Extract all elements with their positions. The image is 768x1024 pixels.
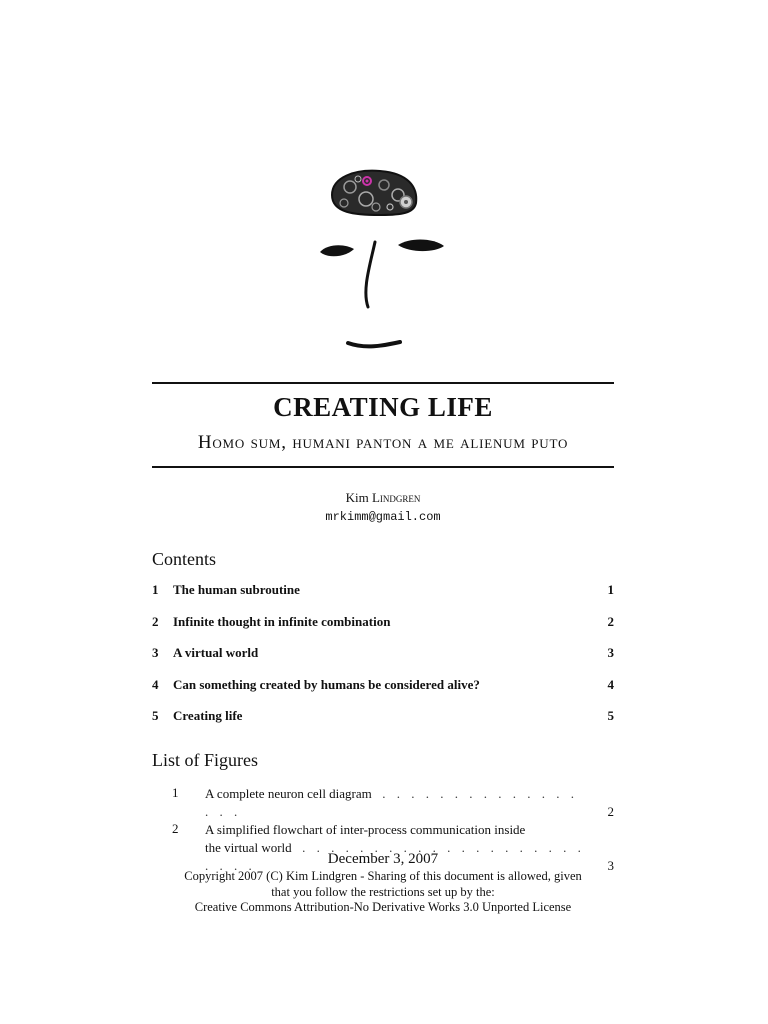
toc-entry-title: A virtual world (173, 645, 259, 660)
leader-dots: . . . . . . . . . . . . . . . . . (205, 786, 579, 819)
toc-entry-page: 2 (607, 613, 614, 629)
toc-entry[interactable] (152, 708, 614, 740)
figure-entry-title: A complete neuron cell diagram (205, 786, 372, 801)
mouth (348, 342, 400, 346)
figure-entry-number: 1 (172, 785, 179, 800)
document-date: December 3, 2007 (327, 851, 439, 867)
copyright-line: Copyright 2007 (C) Kim Lindgren - Sharing of this document is allowed, given (184, 869, 582, 883)
figure-entry[interactable] (152, 785, 614, 821)
face-with-brain-gears-icon (310, 165, 460, 360)
toc-entry-title: Creating life (173, 708, 243, 723)
toc-entry[interactable] (152, 677, 614, 709)
toc-entry-title: Infinite thought in infinite combination (173, 613, 391, 629)
toc-entry-page: 5 (607, 708, 614, 723)
left-eye (320, 245, 354, 256)
author-email: mrkimm@gmail.com (325, 510, 441, 524)
table-of-contents (152, 582, 614, 740)
author-name (152, 490, 614, 506)
contents-heading: Contents (152, 549, 217, 569)
figure-entry-title-line2: the virtual world (205, 840, 292, 855)
copyright-notice (130, 869, 636, 916)
toc-entry-page: 4 (607, 676, 614, 692)
toc-entry-number: 3 (152, 645, 159, 660)
toc-entry-page: 1 (607, 582, 614, 597)
toc-entry-number: 4 (152, 676, 159, 692)
leader-dots: . . . . . . . . . . . . . . . . . . . . . . . . (205, 840, 585, 873)
toc-entry[interactable] (152, 645, 614, 677)
title-top-rule (152, 382, 614, 384)
toc-entry-number: 5 (152, 708, 159, 723)
figure-entry-page: 2 (607, 804, 614, 819)
toc-entry[interactable] (152, 614, 614, 646)
document-subtitle: Homo sum, humani panton a me alienum puto (197, 432, 569, 453)
toc-entry-page: 3 (607, 645, 614, 660)
toc-entry[interactable] (152, 582, 614, 614)
toc-entry-title: Can something created by humans be considered alive? (173, 676, 480, 692)
figure-entry-number: 2 (172, 821, 179, 836)
toc-entry-title: The human subroutine (173, 582, 300, 597)
nose (366, 242, 375, 307)
toc-entry-number: 1 (152, 582, 159, 597)
author-first-name: Kim (345, 490, 369, 505)
copyright-line: that you follow the restrictions set up by the: (271, 884, 495, 899)
figure-entry-page: 3 (607, 858, 614, 873)
document-title: CREATING LIFE (273, 392, 493, 422)
toc-entry-number: 2 (152, 613, 159, 629)
figure-entry-title-line1: A simplified flowchart of inter-process communication inside (205, 822, 526, 837)
title-bottom-rule (152, 466, 614, 468)
author-last-name: Lindgren (371, 490, 421, 505)
right-eye (398, 239, 444, 251)
list-of-figures-heading: List of Figures (152, 750, 258, 770)
brain-gears-icon (332, 171, 416, 215)
license-line: Creative Commons Attribution-No Derivative Works 3.0 Unported License (194, 900, 572, 914)
